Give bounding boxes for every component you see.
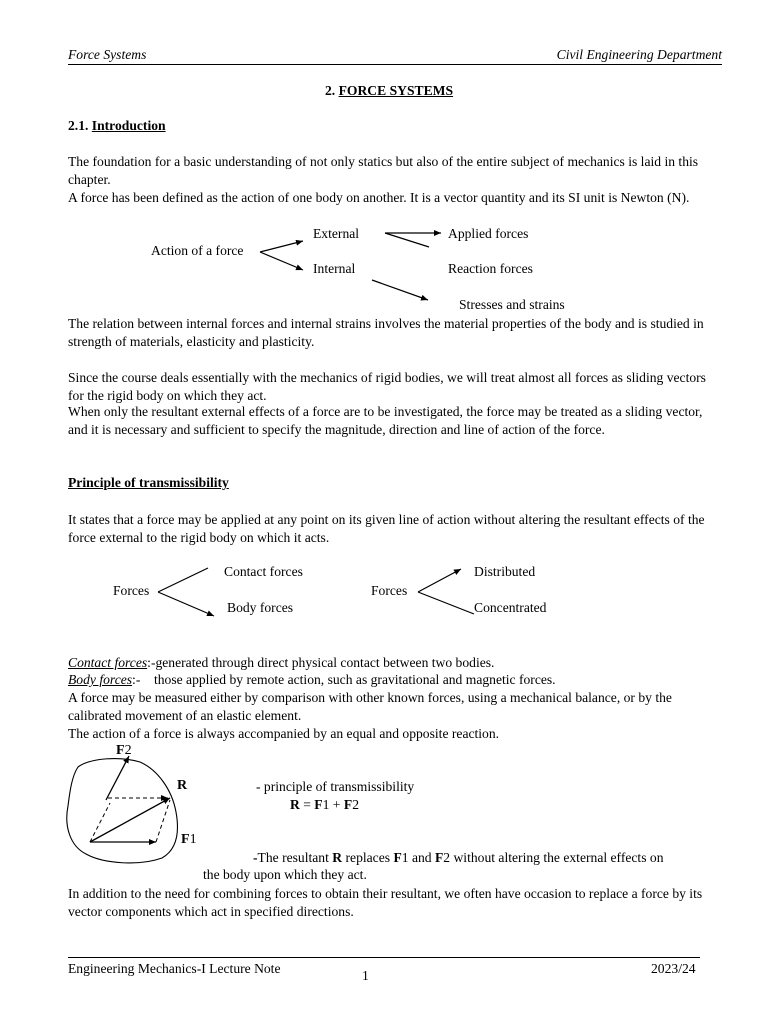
eq-2: 2 [352,797,359,812]
arrow-to-stresses [372,280,428,300]
arrow-to-external [260,241,303,252]
vector-r [90,798,170,842]
diagram-body-forces: Body forces [227,600,294,615]
diagram2-arrows [158,568,474,616]
body-forces-term: Body forces [68,672,133,687]
header-right: Civil Engineering Department [556,47,722,62]
diagram-forces-left: Forces [113,583,150,598]
line-to-reaction [385,233,429,247]
f2-number: 2 [124,743,132,758]
resultant-f1: F [393,850,402,865]
eq-f2: F [343,797,353,812]
diagram-applied-forces: Applied forces [448,226,529,241]
line-to-concentrated [418,592,474,614]
resultant-dash: - [253,850,258,865]
paragraph-foundation: The foundation for a basic understanding of not only statics but also of the entire subject of mechanics is laid in this chapter. [68,154,699,187]
paragraph-rigid-bodies: Since the course deals essentially with the mechanics of rigid bodies, we will treat almost all forces as sliding vectors for the rigid body on which they act. [68,370,706,403]
eq-1: 1 + [322,797,344,812]
diagram-internal: Internal [313,261,356,276]
diagram-action-of-force: Action of a force [151,243,244,258]
contact-forces-term: Contact forces [68,655,148,670]
figure-caption: - principle of transmissibility [256,779,415,794]
paragraph-transmissibility: It states that a force may be applied at any point on its given line of action without altering the resultant effects of the force external to the rigid body on which it acts. [68,512,705,545]
principle-heading: Principle of transmissibility [68,475,229,490]
footer-right: 2023/24 [651,961,696,976]
diagram-forces-right: Forces [371,583,408,598]
section-number: 2.1. [68,118,92,133]
resultant-c: 1 and [401,850,435,865]
paragraph-force-definition: A force has been defined as the action of one body on another. It is a vector quantity and its SI unit is Newton (N). [68,190,690,205]
f1-number: 1 [189,832,197,847]
eq-r: R [290,797,300,812]
diagram-distributed: Distributed [474,564,536,579]
paragraph-reaction: The action of a force is always accompanied by an equal and opposite reaction. [68,726,500,741]
eq-f1: F [314,797,323,812]
line-to-contact [158,568,208,592]
title-text: FORCE SYSTEMS [338,83,454,98]
diagram-stresses-strains: Stresses and strains [459,297,565,312]
dashed-f2-shifted [156,800,170,842]
resultant-b: replaces [342,850,394,865]
transmissibility-figure [67,756,178,863]
arrow-to-body [158,592,214,616]
arrow-to-distributed [418,569,461,592]
body-forces-text: :- those applied by remote action, such as gravitational and magnetic forces. [132,672,556,687]
diagram-contact-forces: Contact forces [224,564,303,579]
diagram-reaction-forces: Reaction forces [448,261,533,276]
figure-label-r: R [177,778,188,793]
resultant-statement-line2: the body upon which they act. [203,867,367,882]
title-number: 2. [325,83,339,98]
resultant-r: R [332,850,343,865]
contact-forces-text: :-generated through direct physical contact between two bodies. [147,655,495,670]
resultant-f2: F [434,850,444,865]
resultant-d: 2 without altering the external effects on [443,850,664,865]
rigid-body-outline [67,759,178,863]
page-number: 1 [362,968,369,983]
f1-letter: F [181,832,190,847]
paragraph-internal-relation: The relation between internal forces and internal strains involves the material properties of the body and is studied in strength of materials, elasticity and plasticity. [68,316,704,349]
section-text: Introduction [91,118,166,133]
header-left: Force Systems [68,47,147,62]
eq-equals: = [299,797,315,812]
paragraph-measurement: A force may be measured either by comparison with other known forces, using a mechanical balance, or by the calibrated movement of an elastic element. [68,690,672,723]
diagram-concentrated: Concentrated [474,600,547,615]
f2-letter: F [116,743,125,758]
diagram-external: External [313,226,360,241]
footer-left: Engineering Mechanics-I Lecture Note [68,961,281,976]
resultant-a: The resultant [257,850,333,865]
paragraph-components: In addition to the need for combining forces to obtain their resultant, we often have occasion to replace a force by its vector components which act in specified directions. [68,886,703,919]
paragraph-sliding-vector: When only the resultant external effects of a force are to be investigated, the force may be treated as a sliding vector, and it is necessary and sufficient to specify the magnitude, direction and line of action of the force. [68,404,703,437]
diagram1-arrows [260,233,441,300]
arrow-to-internal [260,252,303,270]
vector-f2 [106,756,129,800]
